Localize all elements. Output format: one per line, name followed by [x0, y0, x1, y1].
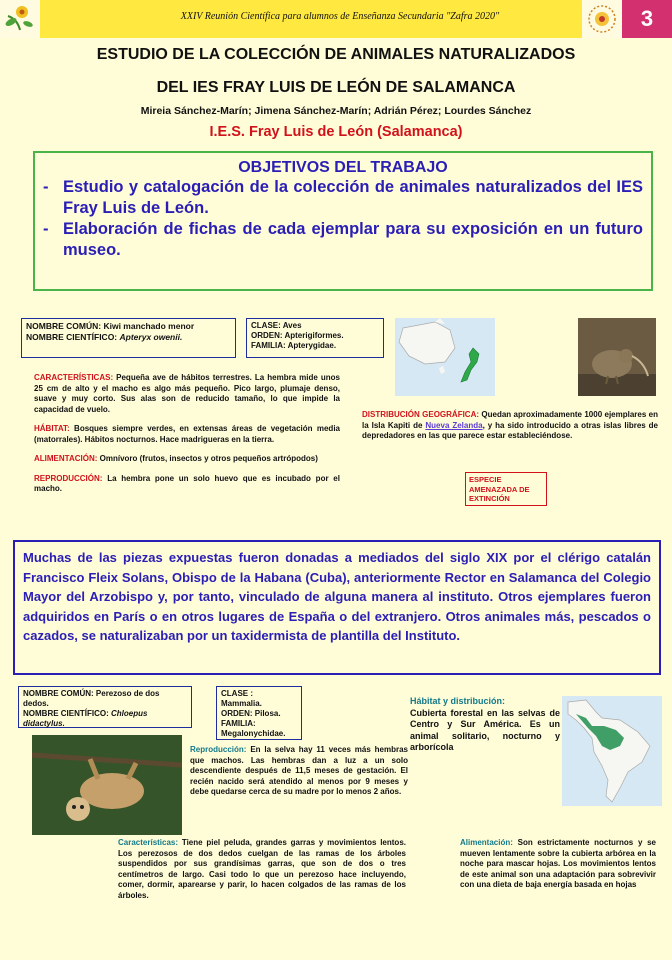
objectives-box	[33, 151, 653, 291]
kiwi-dist-text-a: Quedan aproximadamente 1000 ejemplares en la Isla Kapiti de	[362, 410, 658, 430]
south-america-map-icon	[562, 696, 662, 806]
sloth-repro-text: En la selva hay 11 veces más hembras que machos. Las hembras dan a luz a un solo descendiente después de 11,5 meses de gestación. El recién nacido será atendido al menos por 9 meses y debe quedarse cerca de su madre por lo menos 2 años.	[190, 745, 408, 796]
kiwi-dist-text-b: , y ha sido introducido a otras islas libres de depredadores en las que parece estar estableciéndose.	[362, 420, 658, 440]
objective-item: - Estudio y catalogación de la colección de animales naturalizados del IES Fray Luis de León.	[43, 178, 643, 217]
school-name: I.E.S. Fray Luis de León (Salamanca)	[209, 124, 463, 140]
kiwi-distribution	[362, 410, 658, 442]
sloth-class-box	[216, 686, 302, 740]
sloth-sci-label: NOMBRE CIENTÍFICO:	[23, 709, 109, 718]
sloth-sci-value: Chloepus didactylus.	[23, 709, 148, 728]
sloth-habitat	[410, 696, 560, 754]
sloth-order: ORDEN: Pilosa.	[221, 709, 281, 718]
sloth-common-value: Perezoso de dos dedos.	[23, 689, 160, 708]
collection-history: Muchas de las piezas expuestas fueron donadas a mediados del siglo XIX por el clérigo catalán Francisco Fleix Solans, Obispo de la Habana (Cuba), anteriormente Rector en Salamanca del Colegio Mayor del Arzobispo y, por tanto, vinculado de alguna manera al instituto. Otros ejemplares fueron adquiridos en París o en otros lugares de España o del extranjero. Otros animales más, pescados o cazados, se naturalizaban por un taxidermista de plantilla del Instituto.	[13, 540, 661, 675]
sloth-repro-label: Reproducción:	[190, 745, 247, 754]
kiwi-class-box	[246, 318, 384, 358]
kiwi-chars-text: Pequeña ave de hábitos terrestres. La hembra mide unos 25 cm de alto y el macho es algo más pequeño. Pico largo, plumaje denso, suave y muy corto. Sus alas son de reducido tamaño, lo que impide la capacidad de vuelo.	[34, 373, 340, 414]
objective-text: Elaboración de fichas de cada ejemplar para su exposición en un futuro museo.	[63, 220, 643, 259]
endangered-badge: ESPECIE AMENAZADA DE EXTINCIÓN	[465, 472, 547, 506]
sloth-chars-label: Características:	[118, 838, 179, 847]
kiwi-family: FAMILIA: Apterygidae.	[251, 341, 337, 350]
flower-logo-icon	[0, 0, 40, 38]
sloth-food-label: Alimentación:	[460, 838, 513, 847]
kiwi-sci-label: NOMBRE CIENTÍFICO:	[26, 332, 118, 342]
page-number: 3	[622, 0, 672, 38]
kiwi-common-label: NOMBRE COMÚN:	[26, 321, 102, 331]
kiwi-food-text: Omnívoro (frutos, insectos y otros pequeños artrópodos)	[99, 454, 318, 463]
sloth-food-text: Son estrictamente nocturnos y se mueven lentamente sobre la cubierta arbórea en la noche para mascar hojas. Los movimientos lentos de este animal son una adaptación para sobrevivir con una dieta de baja energía basada en hojas	[460, 838, 656, 889]
sloth-name-box	[18, 686, 192, 728]
sloth-chars-text: Tiene piel peluda, grandes garras y movimientos lentos. Los perezosos de dos dedos cuelgan de las ramas de los árboles suspendidos por sus grandísimas garras, que son de dos o tres centímetros de largo. Casi todo lo que un perezoso hace incluyendo, comer, dormir, aparearse y parir, lo hacen colgados de las ramas de los árboles.	[118, 838, 406, 900]
congress-title: XXIV Reunión Científica para alumnos de Enseñanza Secundaria "Zafra 2020"	[180, 11, 500, 22]
sloth-habitat-label: Hábitat y distribución:	[410, 696, 506, 706]
sloth-reproduction	[190, 745, 408, 798]
objective-text: Estudio y catalogación de la colección de animales naturalizados del IES Fray Luis de León.	[63, 178, 643, 217]
kiwi-repro-label: REPRODUCCIÓN:	[34, 473, 103, 483]
kiwi-repro-text: La hembra pone un solo huevo que es incubado por el macho.	[34, 473, 340, 493]
sloth-feeding	[460, 838, 656, 891]
kiwi-chars-label: CARACTERÍSTICAS:	[34, 373, 114, 382]
new-zealand-map-icon	[395, 318, 495, 396]
kiwi-description	[34, 373, 340, 495]
kiwi-dist-label: DISTRIBUCIÓN GEOGRÁFICA:	[362, 410, 480, 419]
kiwi-habitat-text: Bosques siempre verdes, en extensas áreas de vegetación media (matorrales). Hábitos nocturnos. Hace madrigueras en la tierra.	[34, 424, 340, 444]
title-line-1: ESTUDIO DE LA COLECCIÓN DE ANIMALES NATURALIZADOS	[96, 46, 576, 63]
objective-item: - Elaboración de fichas de cada ejemplar para su exposición en un futuro museo.	[43, 220, 643, 259]
sloth-family-value: Megalonychidae.	[221, 729, 286, 738]
sloth-class-label: CLASE :	[221, 689, 253, 698]
kiwi-food-label: ALIMENTACIÓN:	[34, 454, 98, 463]
kiwi-common-value: Kiwi manchado menor	[103, 321, 195, 331]
sloth-photo	[32, 735, 182, 835]
kiwi-order: ORDEN: Apterigiformes.	[251, 331, 344, 340]
sun-logo-icon	[582, 0, 622, 38]
kiwi-name-box	[21, 318, 236, 358]
kiwi-class: CLASE: Aves	[251, 321, 302, 330]
kiwi-habitat-label: HÁBITAT:	[34, 424, 70, 433]
sloth-class-value: Mammalia.	[221, 699, 262, 708]
title-line-2: DEL IES FRAY LUIS DE LEÓN DE SALAMANCA	[156, 79, 516, 96]
new-zealand-link[interactable]: Nueva Zelanda	[425, 420, 483, 430]
sloth-family-label: FAMILIA:	[221, 719, 256, 728]
sloth-common-label: NOMBRE COMÚN:	[23, 689, 94, 698]
sloth-characteristics	[118, 838, 406, 901]
kiwi-photo	[578, 318, 656, 396]
sloth-habitat-text: Cubierta forestal en las selvas de Centro y Sur América. Es un animal solitario, nocturno y arborícola	[410, 707, 560, 752]
kiwi-sci-value: Apteryx owenii.	[119, 332, 183, 342]
objectives-heading: OBJETIVOS DEL TRABAJO	[238, 159, 448, 176]
authors: Mireia Sánchez-Marín; Jimena Sánchez-Marín; Adrián Pérez; Lourdes Sánchez	[140, 105, 532, 117]
